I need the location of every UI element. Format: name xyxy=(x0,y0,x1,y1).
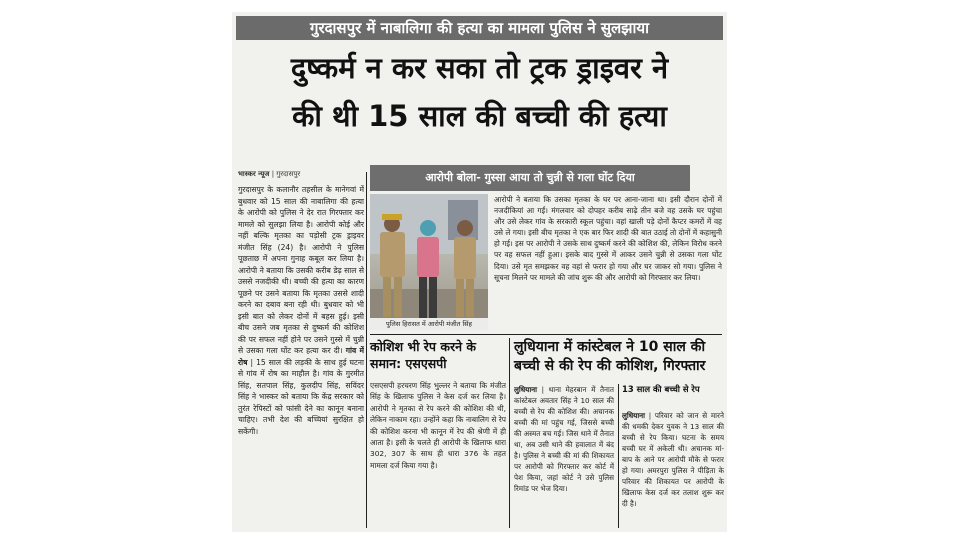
subhead-ssp-body: एसएसपी हरचरण सिंह भुल्लर ने बताया कि मंजीत सिंह के खिलाफ पुलिस ने केस दर्ज कर लिया है। आरोपी ने मृतका से रेप करने की कोशिश की थी, लेकिन नाकाम रहा। उन्होंने कहा कि नाबालिग से रेप की कोशिश करना भी कानून में रेप की श्रेणी में ही आता है। इसी के चलते ही आरोपी के खिलाफ धारा 302, 307 के साथ ही धारा 376 के तहत मामला दर्ज किया गया है। xyxy=(370,381,506,470)
photo-illustration xyxy=(370,194,488,330)
quote-bar: आरोपी बोला- गुस्सा आया तो चुन्नी से गला घोंट दिया xyxy=(370,165,690,191)
headline-line-2: की थी 15 साल की बच्ची की हत्या xyxy=(292,99,667,133)
byline-source: भास्कर न्यूज xyxy=(238,170,270,178)
photo-caption: पुलिस हिरासत में आरोपी मंजीत सिंह xyxy=(370,318,488,330)
ludhiana-constable-body xyxy=(514,384,614,530)
13-year-girl-body xyxy=(622,410,724,530)
subhead-ssp: कोशिश भी रेप करने के समान: एसएसपी xyxy=(370,339,476,371)
section-divider xyxy=(370,334,722,335)
13-year-girl-text: परिवार को जान से मारने की धमकी देकर युवक ने 13 साल की बच्ची से रेप किया। घटना के समय बच्ची घर में अकेली थी। अचानक मां-बाप के आने पर आरोपी मौके से फरार हो गया। अमरपुरा पुलिस ने पीड़िता के परिवार की शिकायत पर आरोपी के खिलाफ केस दर्ज कर तलाश शुरू कर दी है। xyxy=(622,411,724,508)
subcolumn-divider-2 xyxy=(618,384,619,528)
ludhiana-separator-2: | xyxy=(648,411,655,420)
left-column-separator: | xyxy=(250,357,257,367)
news-photo xyxy=(370,194,488,330)
left-column-text-1: गुरदासपुर के कलानौर तहसील के मानेगवां में बुधवार को 15 साल की नाबालिगा की हत्या के आरोपी को पुलिस ने देर रात गिरफ्तार कर मामले को सुलझा लिया है। आरोपी कोई और नहीं बल्कि मृतका का पड़ोसी ट्रक ड्राइवर मंजीत सिंह (24) है। आरोपी ने पुलिस पूछताछ में अपना गुनाह कबूल कर लिया है। आरोपी ने बताया कि उसकी करीब डेढ़ साल से उससे नजदीकी थी। बच्ची की हत्या का कारण पूछने पर उसने बताया कि मृतका उससे शादी करने का दबाव बना रही थी। बुधवार को भी इसी बात को लेकर दोनों में बहस हुई। इसी बीच उसने जब मृतका से दुष्कर्म की कोशिश की पर सफल नहीं होने पर उसने गुस्से में चुन्नी से उसका गला घोंट कर हत्या कर दी। xyxy=(238,185,364,355)
byline xyxy=(238,170,300,179)
main-headline xyxy=(236,44,723,140)
column-divider xyxy=(366,172,367,528)
ludhiana-text: थाना मेहरबान में तैनात कांस्टेबल अवतार सिंह ने 10 साल की बच्ची से रेप की कोशिश की। अचानक बच्ची की मां पहुंच गई, जिससे बच्ची की अस्मत बच गई। जिस थाने में तैनात था, अब उसी थाने की हवालात में बंद है। पुलिस ने बच्ची की मां की शिकायत पर आरोपी को गिरफ्तार कर कोर्ट में पेश किया, जहां कोर्ट ने उसे पुलिस रिमांड पर भेज दिया। xyxy=(514,385,614,493)
newspaper-clipping xyxy=(232,12,727,532)
byline-place: गुरदासपुर xyxy=(276,170,301,178)
left-column-tag: गांव में रोष xyxy=(238,346,364,367)
ludhiana-tag: लुधियाना xyxy=(514,385,538,394)
kicker-banner: गुरदासपुर में नाबालिगा की हत्या का मामला पुलिस ने सुलझाया xyxy=(236,16,723,40)
byline-separator: | xyxy=(271,170,277,178)
ludhiana-separator: | xyxy=(541,385,549,394)
subhead-13-year-girl: 13 साल की बच्ची से रेप xyxy=(622,384,700,394)
ludhiana-tag-2: लुधियाना xyxy=(622,411,646,420)
left-column-text-2: 15 साल की लड़की के साथ हुई घटना से गांव में रोष का माहौल है। गांव के गुरमीत सिंह, सतपाल सिंह, कुलदीप सिंह, सविंदर सिंह ने भास्कर को बताया कि केंद्र सरकार को तुरंत रेपिस्टों को फांसी देने का कानून बनाना चाहिए। तभी देश की बच्चियां सुरक्षित हो सकेंगी। xyxy=(238,357,364,436)
subcolumn-divider xyxy=(509,338,510,528)
right-story-text: आरोपी ने बताया कि उसका मृतका के घर पर आना-जाना था। इसी दौरान दोनों में नजदीकियां आ गईं। मंगलवार को दोपहर करीब साढ़े तीन बजे वह उसके घर पहुंचा और उसे लेकर गांव के सरकारी स्कूल पहुंचा। वहां खाली पड़े दोनों कैप्टर कमरों में वह उसे ले गया। इसी बीच मृतका ने एक बार फिर शादी की बात उठाई तो दोनों में कहासुनी हो गई। इस पर आरोपी ने उसके साथ दुष्कर्म करने की कोशिश की, लेकिन विरोध करने पर वह सफल नहीं हुआ। इसके बाद गुस्से में आकर उसने चुन्नी से उसका गला घोंट दिया। उसे मृत समझकर वह वहां से फरार हो गया और घर जाकर सो गया। पुलिस ने सूचना मिलने पर मामले की जांच शुरू की और आरोपी को गिरफ्तार कर लिया। xyxy=(494,195,722,282)
left-column-story xyxy=(238,184,364,528)
headline-line-1: दुष्कर्म न कर सका तो ट्रक ड्राइवर ने xyxy=(290,51,669,85)
subhead-ludhiana-constable: लुधियाना में कांस्टेबल ने 10 साल की बच्ची से की रेप की कोशिश, गिरफ्तार xyxy=(514,339,706,374)
